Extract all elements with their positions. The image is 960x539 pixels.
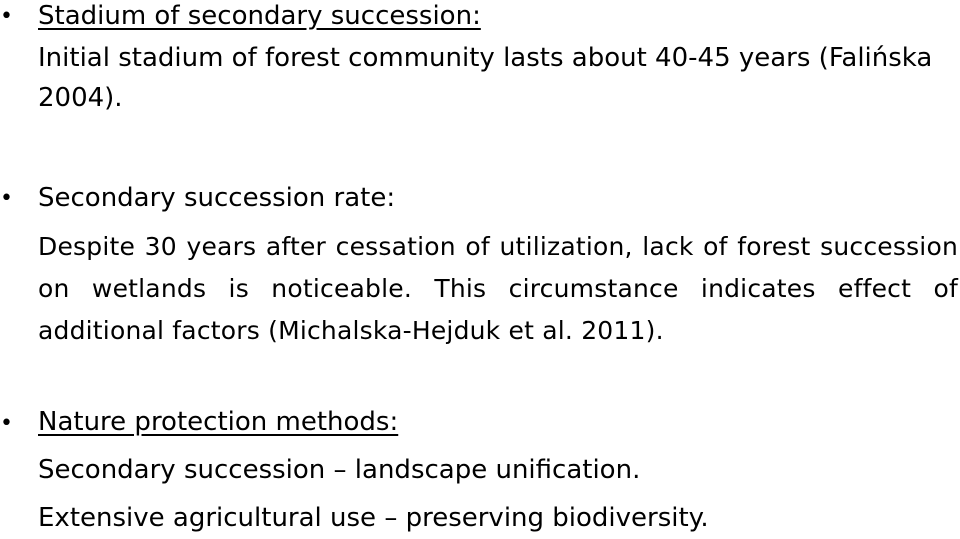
protection-text-line-1: Secondary succession – landscape unification. [38,455,641,485]
stadium-text-line-2: 2004). [38,83,123,113]
rate-paragraph: Despite 30 years after cessation of utilization, lack of forest succession on wetlands is noticeable. This circumstance indicates effect of additional factors (Michalska-Hejduk et al. 2011). [38,232,958,345]
section-heading-rate: Secondary succession rate: [38,183,396,213]
bullet-icon: • [0,411,13,436]
section-heading-protection: Nature protection methods: [38,407,399,437]
section-heading-stadium: Stadium of secondary succession: [38,1,481,31]
bullet-icon: • [0,186,13,211]
bullet-icon: • [0,4,13,29]
stadium-text-line-1: Initial stadium of forest community lasts about 40-45 years (Falińska [38,43,933,73]
protection-text-line-2: Extensive agricultural use – preserving biodiversity. [38,503,709,533]
